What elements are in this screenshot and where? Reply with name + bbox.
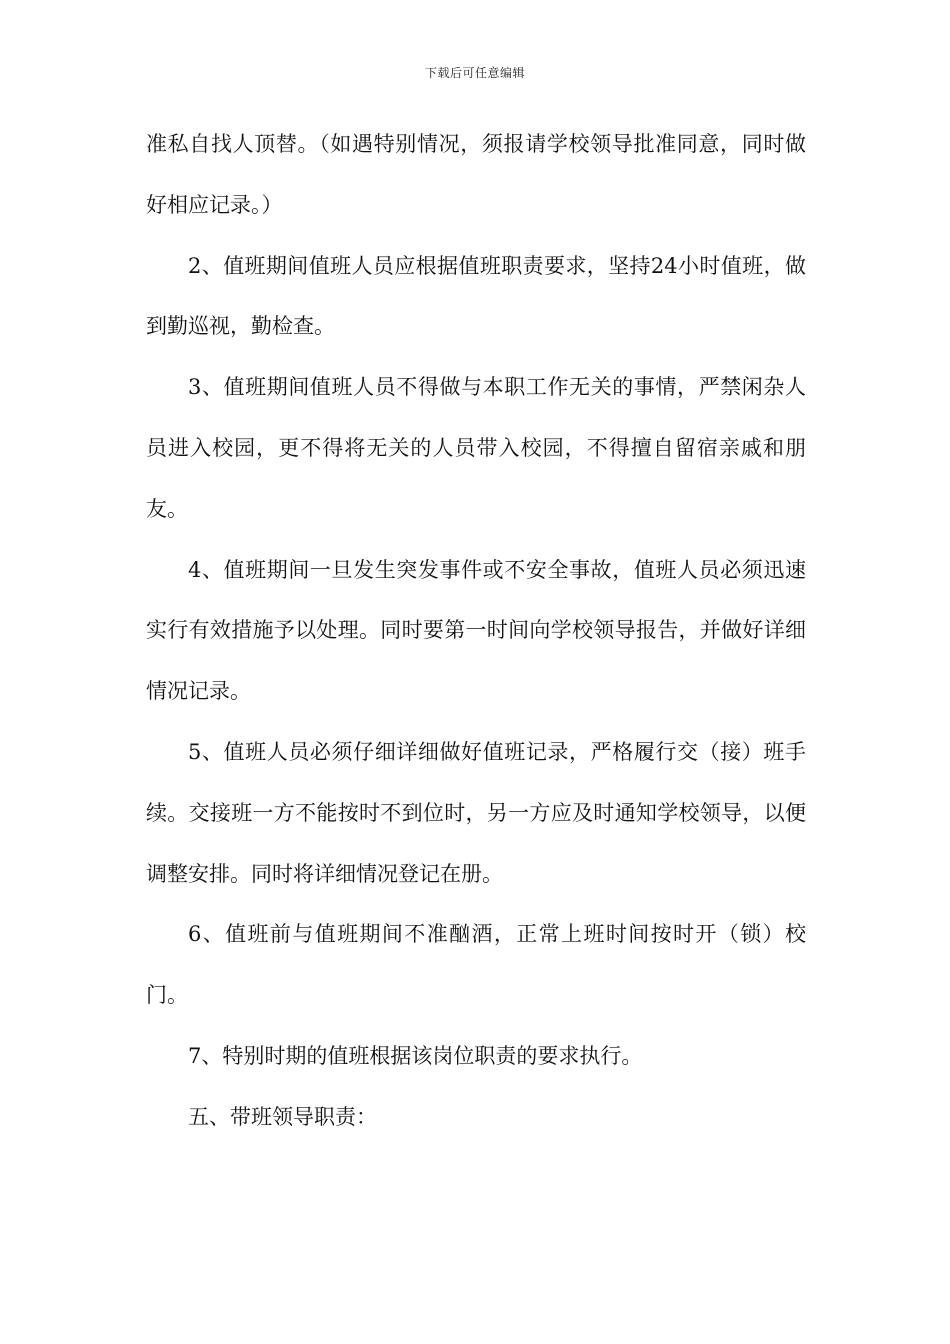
paragraph-item-2: 2、值班期间值班人员应根据值班职责要求，坚持24小时值班，做到勤巡视，勤检查。 [146,253,806,339]
paragraph-continuation: 准私自找人顶替。（如遇特别情况，须报请学校领导批准同意，同时做好相应记录。） [146,132,806,217]
paragraph-item-4: 4、值班期间一旦发生突发事件或不安全事故，值班人员必须迅速实行有效措施予以处理。同时要第一时间向学校领导报告，并做好详细情况记录。 [146,557,806,704]
page-header-note: 下载后可任意编辑 [424,66,525,80]
paragraph-item-7: 7、特别时期的值班根据该岗位职责的要求执行。 [188,1043,643,1068]
paragraph-item-3: 3、值班期间值班人员不得做与本职工作无关的事情，严禁闲杂人员进入校园，更不得将无关的人员带入校园，不得擅自留宿亲戚和朋友。 [146,375,806,521]
paragraph-item-5: 5、值班人员必须仔细详细做好值班记录，严格履行交（接）班手续。交接班一方不能按时不到位时，另一方应及时通知学校领导，以便调整安排。同时将详细情况登记在册。 [146,739,806,886]
document-body [146,114,806,1148]
section-heading-5: 五、带班领导职责： [188,1104,377,1129]
paragraph-item-6: 6、值班前与值班期间不准酗酒，正常上班时间按时开（锁）校门。 [146,922,806,1008]
